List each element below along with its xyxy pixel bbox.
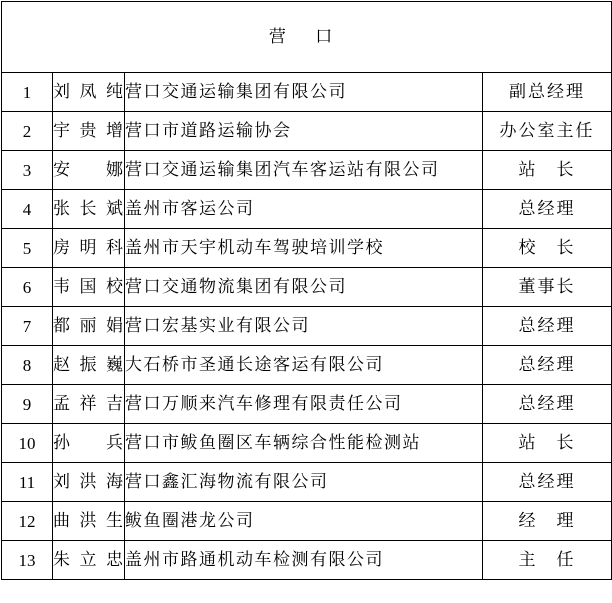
row-number: 9 — [2, 385, 53, 424]
organization-name: 营口宏基实业有限公司 — [125, 307, 483, 346]
table-row — [2, 307, 612, 346]
table-row — [2, 502, 612, 541]
row-number: 1 — [2, 73, 53, 112]
row-number: 13 — [2, 541, 53, 580]
row-number: 3 — [2, 151, 53, 190]
person-name: 刘凤纯 — [53, 73, 125, 112]
organization-name: 盖州市路通机动车检测有限公司 — [125, 541, 483, 580]
organization-name: 营口交通物流集团有限公司 — [125, 268, 483, 307]
table-row — [2, 346, 612, 385]
organization-name: 营口交通运输集团有限公司 — [125, 73, 483, 112]
table-row — [2, 463, 612, 502]
row-number: 5 — [2, 229, 53, 268]
person-name: 韦国校 — [53, 268, 125, 307]
table-row — [2, 112, 612, 151]
job-title: 站 长 — [483, 424, 612, 463]
job-title: 总经理 — [483, 307, 612, 346]
person-name: 房明科 — [53, 229, 125, 268]
person-name: 赵振巍 — [53, 346, 125, 385]
row-number: 4 — [2, 190, 53, 229]
job-title: 总经理 — [483, 346, 612, 385]
person-name: 朱立忠 — [53, 541, 125, 580]
table-row — [2, 424, 612, 463]
organization-name: 盖州市天宇机动车驾驶培训学校 — [125, 229, 483, 268]
person-name: 宇贵增 — [53, 112, 125, 151]
title-row — [2, 2, 612, 73]
organization-name: 营口鑫汇海物流有限公司 — [125, 463, 483, 502]
table-row — [2, 541, 612, 580]
job-title: 总经理 — [483, 190, 612, 229]
table-row — [2, 385, 612, 424]
organization-name: 盖州市客运公司 — [125, 190, 483, 229]
table-row — [2, 73, 612, 112]
job-title: 经 理 — [483, 502, 612, 541]
job-title: 总经理 — [483, 385, 612, 424]
row-number: 8 — [2, 346, 53, 385]
organization-name: 营口万顺来汽车修理有限责任公司 — [125, 385, 483, 424]
table-row — [2, 268, 612, 307]
table-row — [2, 151, 612, 190]
job-title: 校 长 — [483, 229, 612, 268]
row-number: 11 — [2, 463, 53, 502]
person-name: 都丽娟 — [53, 307, 125, 346]
row-number: 10 — [2, 424, 53, 463]
row-number: 6 — [2, 268, 53, 307]
organization-name: 大石桥市圣通长途客运有限公司 — [125, 346, 483, 385]
row-number: 12 — [2, 502, 53, 541]
table-title: 营 口 — [2, 2, 612, 73]
organization-name: 营口市道路运输协会 — [125, 112, 483, 151]
job-title: 总经理 — [483, 463, 612, 502]
job-title: 董事长 — [483, 268, 612, 307]
person-name: 孟祥吉 — [53, 385, 125, 424]
row-number: 7 — [2, 307, 53, 346]
person-name: 曲洪生 — [53, 502, 125, 541]
organization-name: 营口市鲅鱼圈区车辆综合性能检测站 — [125, 424, 483, 463]
table-row — [2, 229, 612, 268]
person-name: 安 娜 — [53, 151, 125, 190]
person-name: 张长斌 — [53, 190, 125, 229]
organization-name: 鲅鱼圈港龙公司 — [125, 502, 483, 541]
organization-name: 营口交通运输集团汽车客运站有限公司 — [125, 151, 483, 190]
job-title: 副总经理 — [483, 73, 612, 112]
row-number: 2 — [2, 112, 53, 151]
job-title: 办公室主任 — [483, 112, 612, 151]
job-title: 主 任 — [483, 541, 612, 580]
roster-table — [1, 1, 612, 580]
job-title: 站 长 — [483, 151, 612, 190]
person-name: 刘洪海 — [53, 463, 125, 502]
table-row — [2, 190, 612, 229]
person-name: 孙 兵 — [53, 424, 125, 463]
